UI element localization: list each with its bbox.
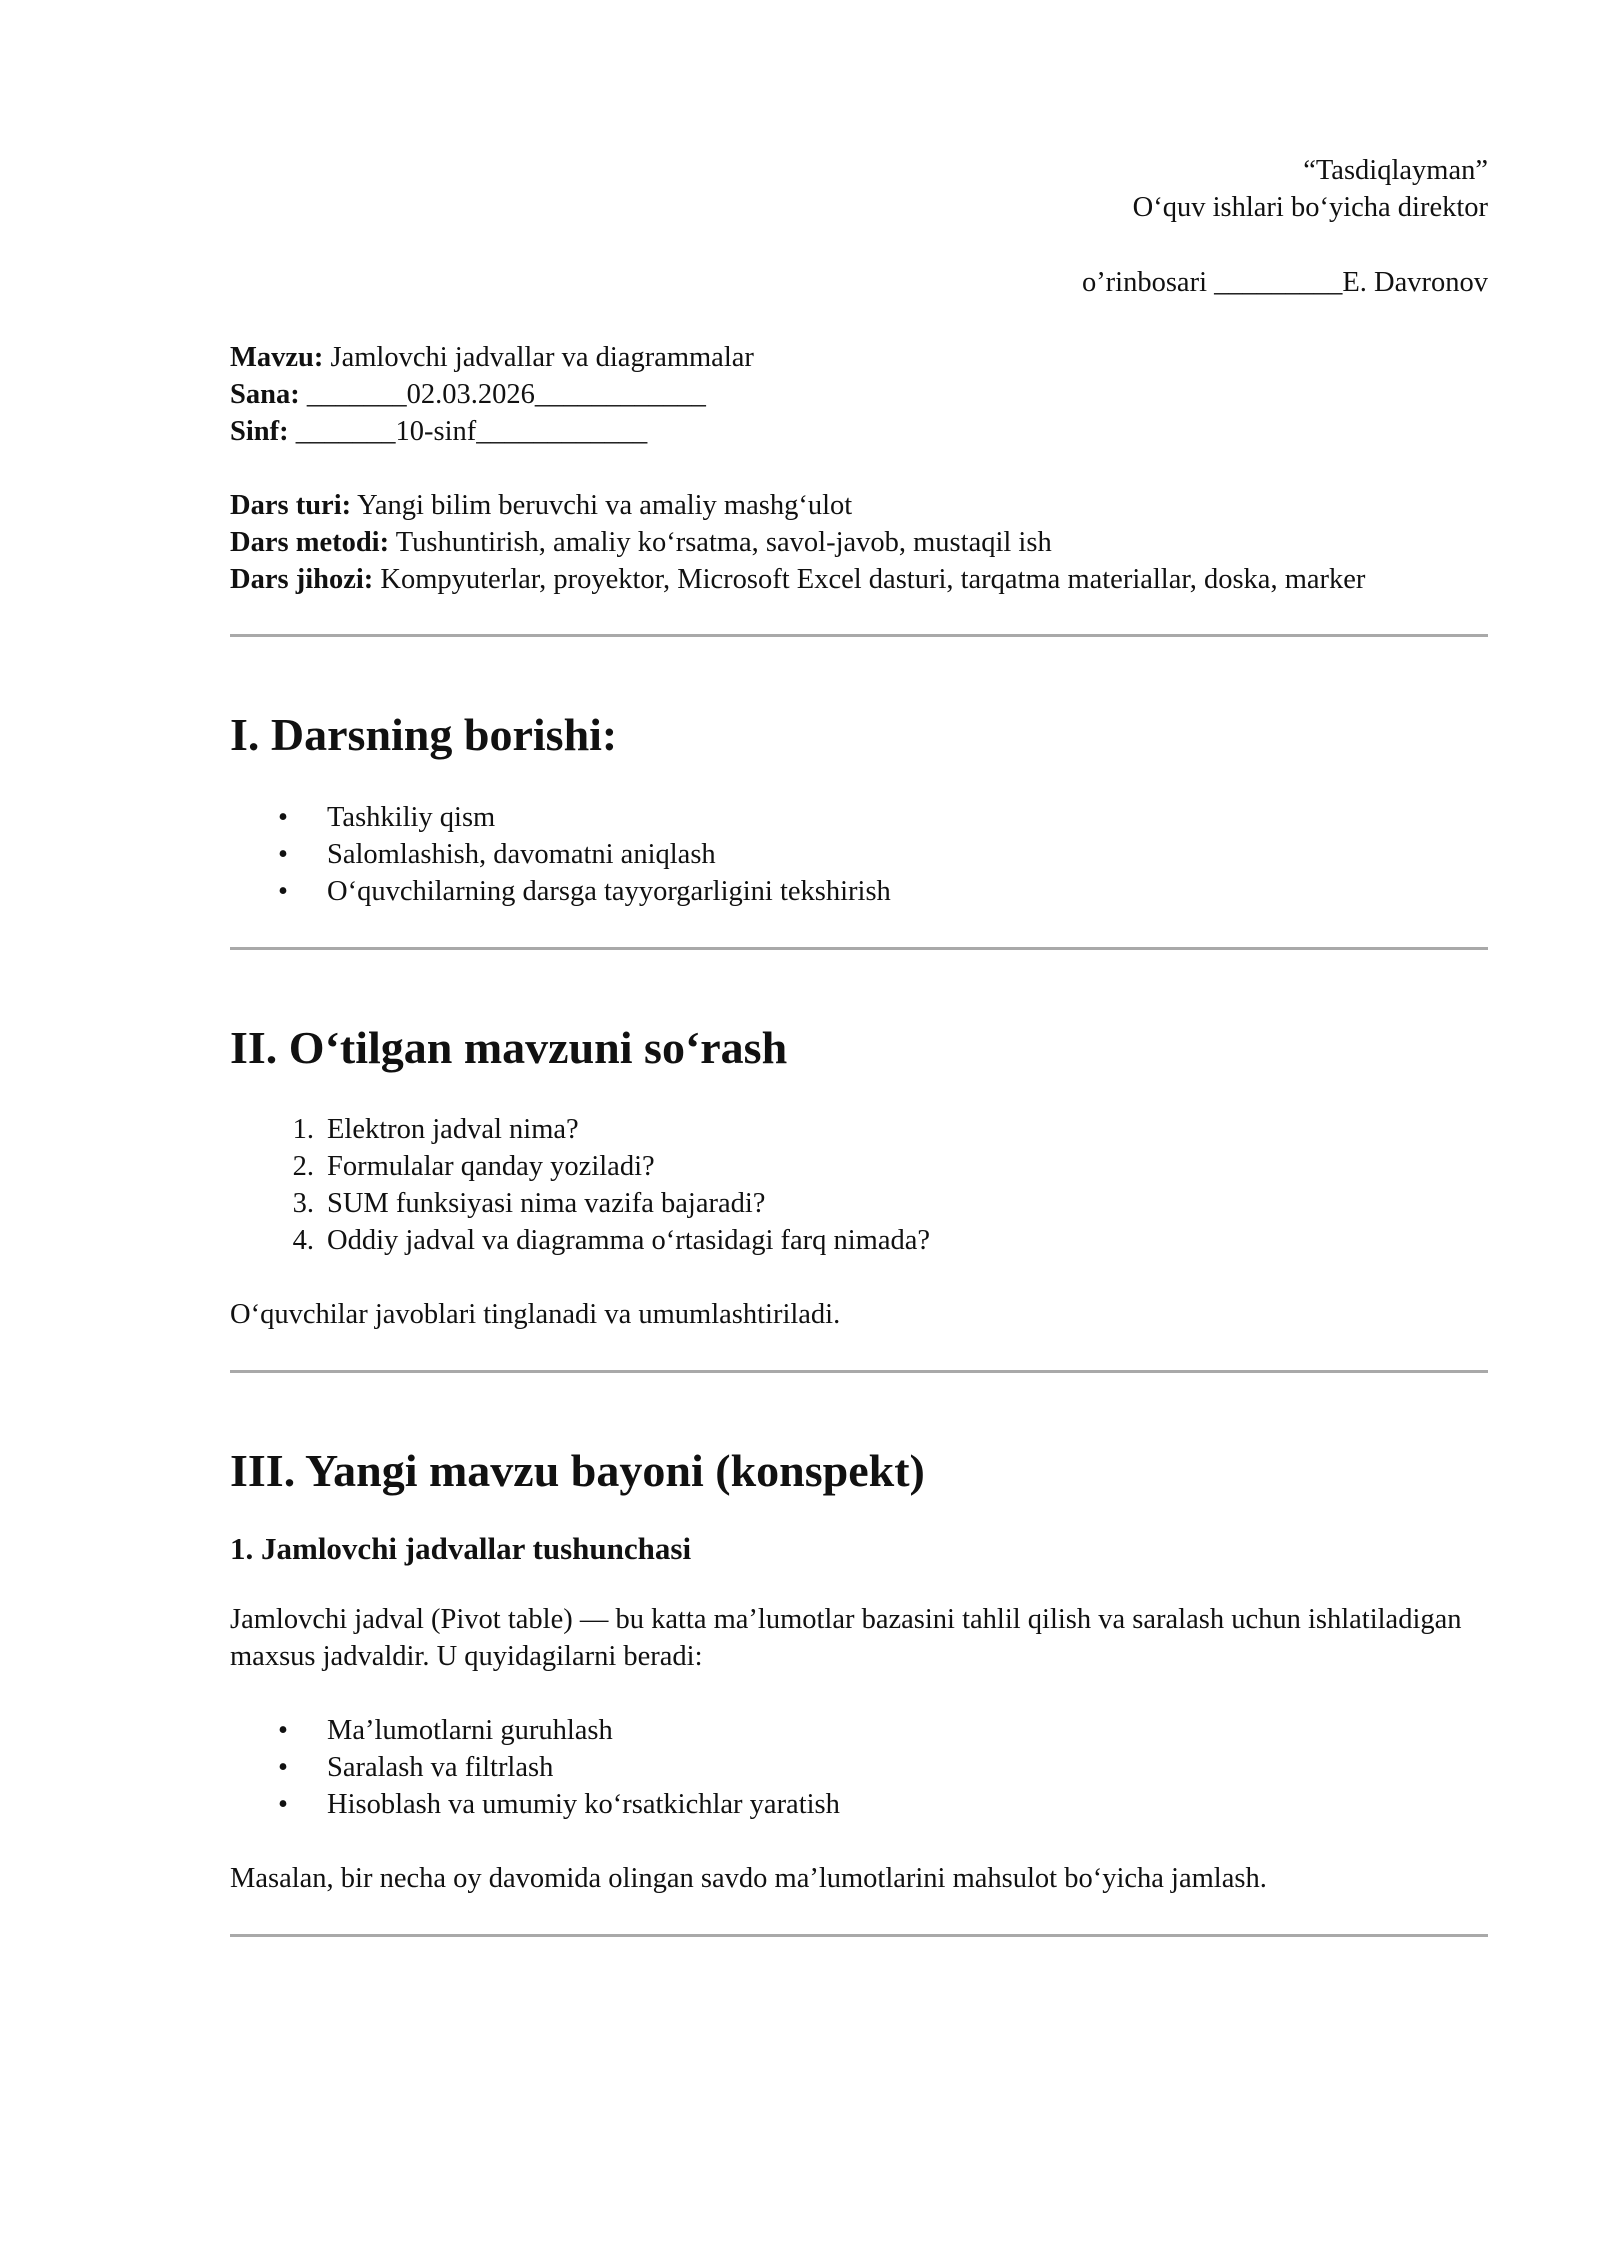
mavzu-value: Jamlovchi jadvallar va diagrammalar [323,342,754,373]
section3-title: III. Yangi mavzu bayoni (konspekt) [230,1445,925,1496]
list-item: 3. SUM funksiyasi nima vazifa bajaradi? [230,1185,1488,1222]
approval-signature: o’rinbosari _________E. Davronov [1081,267,1488,298]
section-divider [230,947,1488,950]
section3-example: Masalan, bir necha oy davomida olingan savdo ma’lumotlarini mahsulot bo‘yicha jamlash. [230,1863,1267,1894]
section3-subtitle: 1. Jamlovchi jadvallar tushunchasi [230,1531,692,1566]
sana-value: _______02.03.2026____________ [299,379,706,410]
list-item: • Saralash va filtrlash [230,1749,1488,1786]
dars-jihozi-label: Dars jihozi: [230,564,374,595]
list-item: • Salomlashish, davomatni aniqlash [230,836,1488,873]
meta-dars-metodi [230,524,1488,561]
list-item: • Tashkiliy qism [230,799,1488,836]
meta-mavzu [230,339,1488,376]
approval-position: O‘quv ishlari bo‘yicha direktor [1132,192,1488,223]
section3-paragraph: Jamlovchi jadval (Pivot table) — bu katta ma’lumotlar bazasini tahlil qilish va saralash uchun ishlatiladigan maxsus jadvaldir. U quyidagilarni beradi: [230,1604,1462,1672]
section-divider [230,1370,1488,1373]
section2-list [230,1111,1488,1259]
sinf-label: Sinf: [230,416,289,447]
list-item: • O‘quvchilarning darsga tayyorgarligini tekshirish [230,873,1488,910]
list-item: 2. Formulalar qanday yoziladi? [230,1148,1488,1185]
bullet-icon: • [278,876,288,907]
list-item: 1. Elektron jadval nima? [230,1111,1488,1148]
meta-sinf [230,413,1488,450]
list-item: 4. Oddiy jadval va diagramma o‘rtasidagi farq nimada? [230,1222,1488,1259]
dars-metodi-label: Dars metodi: [230,527,390,558]
section-divider [230,1934,1488,1937]
bullet-icon: • [278,1715,288,1746]
sana-label: Sana: [230,379,300,410]
mavzu-label: Mavzu: [230,342,324,373]
meta-dars-jihozi [230,561,1488,598]
bullet-icon: • [278,1789,288,1820]
meta-sana [230,376,1488,413]
list-item: • Ma’lumotlarni guruhlash [230,1712,1488,1749]
approval-title: “Tasdiqlayman” [1303,155,1488,186]
sinf-value: _______10-sinf____________ [288,416,648,447]
list-number: 2. [292,1151,314,1182]
list-item: • Hisoblash va umumiy ko‘rsatkichlar yaratish [230,1786,1488,1823]
section2-title: II. O‘tilgan mavzuni so‘rash [230,1022,788,1073]
section-divider [230,634,1488,637]
lesson-meta [230,339,1488,598]
section1-title: I. Darsning borishi: [230,709,618,760]
list-number: 3. [292,1188,314,1219]
dars-turi-label: Dars turi: [230,490,352,521]
dars-metodi-value: Tushuntirish, amaliy ko‘rsatma, savol-javob, mustaqil ish [389,527,1052,558]
list-number: 1. [292,1114,314,1145]
section2-note: O‘quvchilar javoblari tinglanadi va umumlashtiriladi. [230,1299,841,1330]
dars-turi-value: Yangi bilim beruvchi va amaliy mashg‘ulot [351,490,853,521]
bullet-icon: • [278,1752,288,1783]
section1-list [230,799,1488,910]
approval-block [230,152,1488,301]
meta-dars-turi [230,487,1488,524]
list-number: 4. [292,1225,314,1256]
dars-jihozi-value: Kompyuterlar, proyektor, Microsoft Excel dasturi, tarqatma materiallar, doska, marker [373,564,1366,595]
bullet-icon: • [278,839,288,870]
section3-list [230,1712,1488,1823]
bullet-icon: • [278,802,288,833]
